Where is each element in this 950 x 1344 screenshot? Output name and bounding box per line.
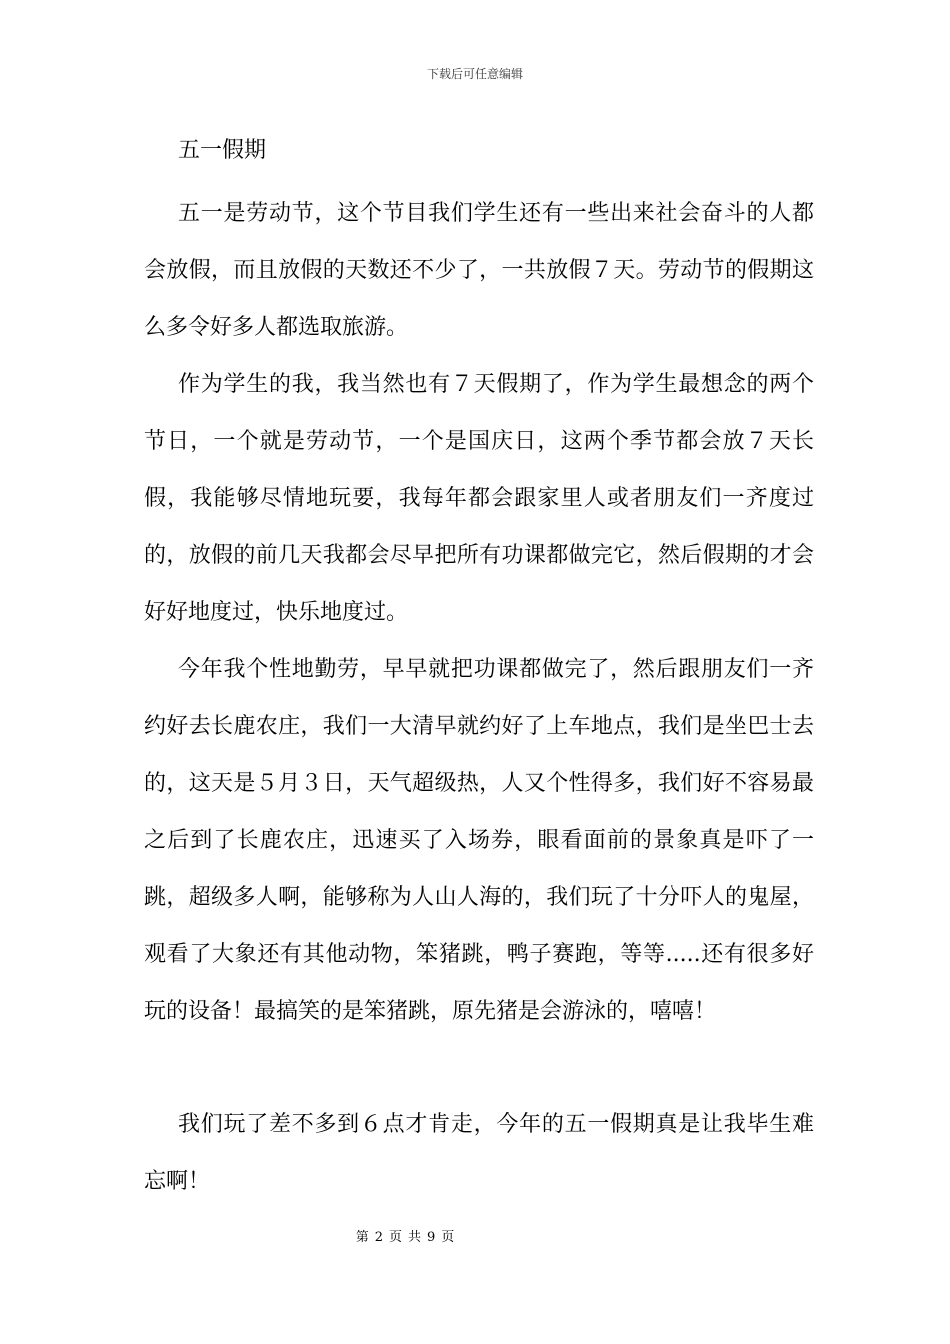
footer-total-pages: 9 xyxy=(427,1230,436,1245)
paragraph-1: 五一是劳动节，这个节目我们学生还有一些出来社会奋斗的人都会放假，而且放假的天数还不少了，一共放假７天。劳动节的假期这么多令好多人都选取旅游。 xyxy=(144,201,814,340)
footer-prefix: 第 xyxy=(355,1230,369,1245)
footer-page-unit: 页 xyxy=(388,1230,402,1245)
paragraph-2: 作为学生的我，我当然也有７天假期了，作为学生最想念的两个节日，一个就是劳动节，一个是国庆日，这两个季节都会放７天长假，我能够尽情地玩要，我每年都会跟家里人或者朋友们一齐度过的，放假的前几天我都会尽早把所有功课都做完它，然后假期的才会好好地度过，快乐地度过。 xyxy=(144,372,814,625)
footer-total-unit: 页 xyxy=(441,1230,455,1245)
footer-total-prefix: 共 xyxy=(408,1230,422,1245)
footer-current-page: 2 xyxy=(374,1230,383,1245)
page-footer xyxy=(0,1229,810,1247)
paragraph-4: 我们玩了差不多到６点才肯走，今年的五一假期真是让我毕生难忘啊！ xyxy=(144,1112,814,1194)
page-header: 下载后可任意编辑 xyxy=(426,67,523,81)
paragraph-3: 今年我个性地勤劳，早早就把功课都做完了，然后跟朋友们一齐约好去长鹿农庄，我们一大清早就约好了上车地点，我们是坐巴士去的，这天是５月３日，天气超级热，人又个性得多，我们好不容易最之后到了长鹿农庄，迅速买了入场券，眼看面前的景象真是吓了一跳，超级多人啊，能够称为人山人海的，我们玩了十分吓人的鬼屋，观看了大象还有其他动物，笨猪跳，鸭子赛跑，等等.....还有很多好玩的设备！最搞笑的是笨猪跳，原先猪是会游泳的，嘻嘻！ xyxy=(144,657,814,1024)
document-title: 五一假期 xyxy=(178,138,267,163)
